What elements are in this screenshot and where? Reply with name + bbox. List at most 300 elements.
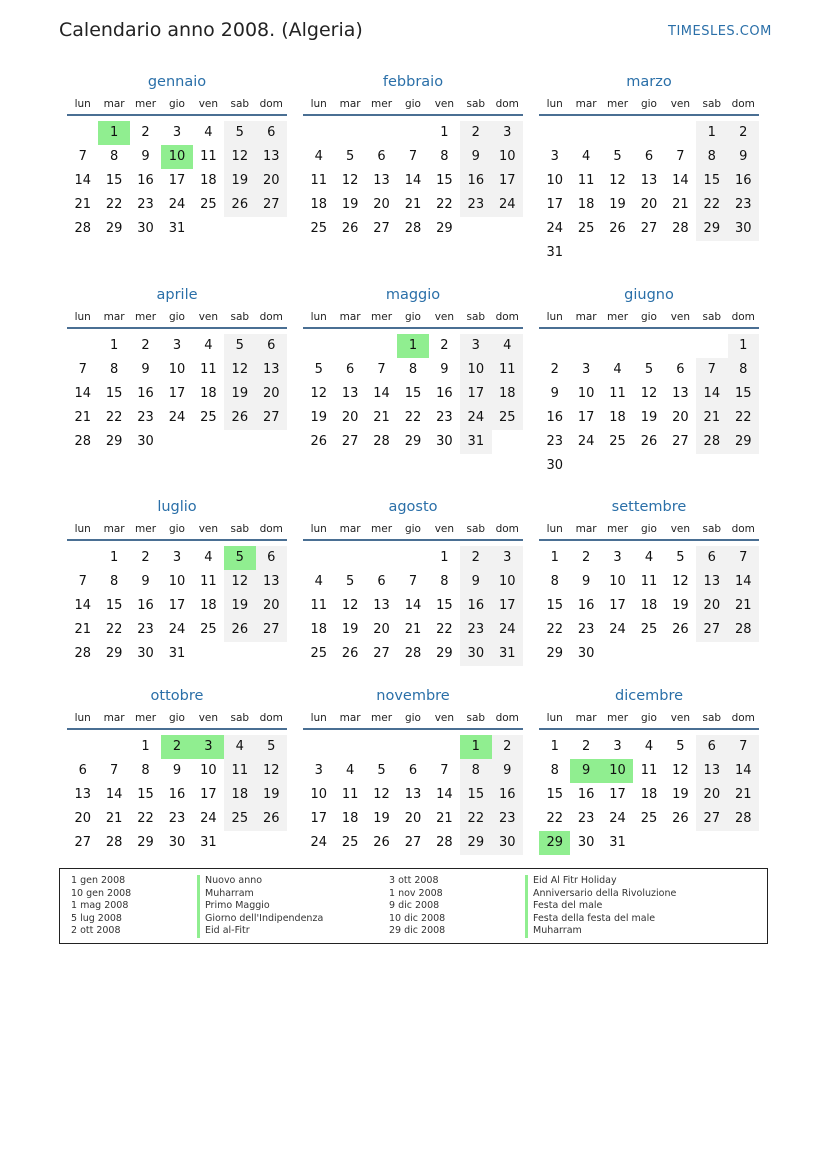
month-title: marzo [626, 74, 672, 90]
month-gennaio [67, 70, 287, 241]
day-cell: 18 [640, 598, 658, 613]
legend-names-right [525, 875, 676, 938]
weekday-label: lun [74, 712, 91, 724]
empty-cell [303, 334, 334, 358]
legend-date: 10 dic 2008 [389, 912, 446, 924]
day-cell: 7 [696, 358, 727, 382]
day-cell: 23 [577, 811, 595, 826]
day-cell: 2 [581, 550, 591, 565]
day-cell: 4 [644, 550, 654, 565]
day-cell: 27 [696, 807, 727, 831]
day-cell: 9 [460, 145, 491, 169]
day-cell: 19 [341, 622, 359, 637]
day-cell: 15 [436, 173, 453, 188]
day-cell: 7 [676, 149, 685, 164]
day-cell: 18 [577, 197, 595, 212]
day-cell: 10 [460, 358, 491, 382]
day-cell: 3 [492, 121, 523, 145]
day-cell: 19 [224, 382, 255, 406]
weekday-label: mer [607, 712, 629, 724]
empty-cell [303, 735, 334, 759]
month-title: gennaio [147, 74, 207, 90]
day-cell: 9 [550, 386, 559, 401]
weekday-label: gio [168, 712, 185, 724]
day-cell: 14 [74, 173, 91, 188]
day-cell: 18 [310, 622, 327, 637]
weekday-label: mar [339, 523, 361, 535]
day-cell: 2 [460, 121, 491, 145]
day-cell: 20 [696, 594, 727, 618]
weekday-label: mer [135, 98, 157, 110]
day-cell: 14 [696, 382, 727, 406]
weekday-label: dom [495, 98, 519, 110]
day-cell: 20 [373, 622, 390, 637]
day-cell: 18 [224, 783, 255, 807]
day-cell: 15 [696, 169, 727, 193]
empty-cell [429, 735, 460, 759]
empty-cell [602, 121, 633, 145]
holiday-day-cell: 10 [602, 759, 633, 783]
weekday-label: ven [670, 311, 691, 323]
weekday-label: gio [168, 523, 185, 535]
day-cell: 1 [550, 739, 559, 754]
day-cell: 19 [373, 811, 390, 826]
weekday-label: ven [434, 523, 455, 535]
day-cell: 24 [492, 193, 523, 217]
day-cell: 28 [74, 434, 91, 449]
day-grid [303, 735, 523, 855]
weekday-label: gio [404, 311, 421, 323]
weekday-label: lun [74, 311, 91, 323]
legend-date: 1 gen 2008 [71, 875, 126, 886]
day-grid [303, 546, 523, 666]
weekday-header [67, 94, 287, 116]
weekday-label: sab [702, 311, 722, 323]
day-cell: 9 [440, 362, 449, 377]
day-cell: 7 [78, 574, 87, 589]
weekday-header [539, 94, 759, 116]
day-cell: 31 [200, 835, 217, 850]
day-cell: 16 [460, 594, 491, 618]
day-cell: 19 [341, 197, 359, 212]
day-cell: 30 [168, 835, 186, 850]
holiday-day-cell: 2 [161, 735, 192, 759]
weekday-label: lun [310, 311, 327, 323]
day-cell: 23 [460, 618, 491, 642]
day-cell: 16 [460, 169, 491, 193]
day-cell: 10 [168, 362, 186, 377]
weekday-label: mer [135, 712, 157, 724]
day-cell: 11 [224, 759, 255, 783]
day-cell: 9 [141, 362, 150, 377]
day-cell: 14 [728, 570, 759, 594]
day-cell: 17 [168, 173, 186, 188]
weekday-header [303, 519, 523, 541]
day-cell: 21 [404, 622, 422, 637]
day-cell: 21 [436, 811, 453, 826]
day-cell: 9 [460, 570, 491, 594]
empty-cell [665, 121, 696, 145]
day-cell: 13 [404, 787, 422, 802]
day-cell: 18 [200, 173, 217, 188]
day-cell: 30 [137, 434, 154, 449]
day-cell: 28 [373, 434, 390, 449]
empty-cell [397, 546, 428, 570]
day-cell: 18 [640, 787, 658, 802]
day-cell: 20 [256, 169, 287, 193]
month-title: novembre [376, 688, 450, 704]
day-cell: 4 [581, 149, 591, 164]
day-cell: 11 [310, 598, 327, 613]
weekday-label: mer [371, 98, 393, 110]
day-cell: 27 [373, 646, 390, 661]
day-cell: 25 [609, 434, 626, 449]
day-cell: 2 [141, 550, 150, 565]
day-cell: 6 [696, 735, 727, 759]
month-settembre [539, 495, 759, 666]
day-cell: 12 [672, 763, 689, 778]
day-cell: 17 [609, 598, 626, 613]
day-cell: 23 [168, 811, 186, 826]
day-cell: 23 [546, 434, 563, 449]
weekday-label: mar [339, 311, 361, 323]
weekday-header [539, 519, 759, 541]
empty-cell [67, 334, 98, 358]
day-cell: 29 [460, 831, 491, 855]
day-cell: 13 [640, 173, 658, 188]
day-cell: 25 [310, 221, 327, 236]
day-cell: 12 [640, 386, 658, 401]
day-cell: 3 [613, 550, 622, 565]
day-cell: 3 [172, 338, 182, 353]
day-cell: 16 [137, 386, 154, 401]
day-cell: 8 [550, 574, 559, 589]
legend-dates-left [71, 875, 131, 938]
empty-cell [366, 546, 397, 570]
day-cell: 24 [310, 835, 327, 850]
month-title: agosto [388, 499, 438, 515]
day-cell: 22 [460, 807, 491, 831]
day-cell: 22 [436, 622, 453, 637]
day-cell: 22 [137, 811, 154, 826]
day-cell: 22 [436, 197, 453, 212]
weekday-label: sab [230, 311, 250, 323]
weekday-label: mer [135, 523, 157, 535]
day-cell: 27 [672, 434, 689, 449]
day-cell: 13 [373, 598, 390, 613]
legend-holiday-name: Anniversario della Rivoluzione [525, 888, 676, 901]
day-cell: 21 [672, 197, 689, 212]
empty-cell [67, 546, 98, 570]
weekday-label: ven [434, 311, 455, 323]
day-cell: 7 [377, 362, 386, 377]
day-cell: 25 [200, 410, 217, 425]
month-title: aprile [156, 287, 198, 303]
day-cell: 22 [105, 410, 123, 425]
day-cell: 27 [696, 618, 727, 642]
day-cell: 10 [577, 386, 595, 401]
weekday-label: sab [466, 523, 486, 535]
day-grid [539, 121, 759, 265]
legend-date: 10 gen 2008 [71, 887, 132, 899]
day-cell: 20 [256, 382, 287, 406]
day-cell: 15 [460, 783, 491, 807]
day-cell: 17 [168, 598, 186, 613]
empty-cell [67, 735, 98, 759]
day-cell: 5 [224, 121, 255, 145]
day-cell: 9 [172, 763, 182, 778]
day-cell: 29 [105, 221, 123, 236]
legend-holiday-name: Muharram [197, 888, 323, 901]
day-cell: 27 [404, 835, 422, 850]
day-cell: 19 [609, 197, 626, 212]
month-title: settembre [611, 499, 687, 515]
day-cell: 9 [581, 574, 591, 589]
day-cell: 8 [141, 763, 150, 778]
day-cell: 5 [345, 149, 355, 164]
day-cell: 19 [256, 783, 287, 807]
day-cell: 20 [404, 811, 422, 826]
day-cell: 5 [676, 550, 685, 565]
legend-holiday-name: Giorno dell'Indipendenza [197, 913, 323, 926]
weekday-label: lun [546, 98, 563, 110]
day-cell: 14 [105, 787, 123, 802]
empty-cell [366, 735, 397, 759]
day-grid [67, 546, 287, 666]
day-cell: 2 [581, 739, 591, 754]
day-cell: 20 [696, 783, 727, 807]
month-febbraio [303, 70, 523, 241]
day-cell: 31 [460, 430, 491, 454]
day-cell: 26 [341, 221, 359, 236]
day-cell: 12 [341, 598, 359, 613]
day-cell: 26 [310, 434, 327, 449]
day-cell: 28 [404, 221, 422, 236]
day-cell: 10 [310, 787, 327, 802]
day-cell: 24 [168, 197, 186, 212]
day-cell: 30 [577, 646, 595, 661]
day-cell: 27 [256, 193, 287, 217]
weekday-label: ven [198, 98, 219, 110]
day-cell: 5 [256, 735, 287, 759]
empty-cell [539, 334, 570, 358]
day-cell: 18 [310, 197, 327, 212]
day-cell: 21 [728, 594, 759, 618]
day-cell: 23 [577, 622, 595, 637]
day-cell: 12 [672, 574, 689, 589]
day-cell: 21 [74, 410, 91, 425]
day-cell: 6 [256, 121, 287, 145]
day-cell: 21 [373, 410, 390, 425]
weekday-label: sab [466, 98, 486, 110]
day-cell: 31 [168, 646, 186, 661]
day-cell: 11 [310, 173, 327, 188]
day-cell: 2 [141, 338, 150, 353]
weekday-header [67, 307, 287, 329]
weekday-label: mar [103, 311, 125, 323]
day-cell: 24 [577, 434, 595, 449]
weekday-header [303, 307, 523, 329]
day-cell: 28 [672, 221, 689, 236]
day-cell: 17 [577, 410, 595, 425]
day-cell: 3 [314, 763, 323, 778]
weekday-label: lun [310, 98, 327, 110]
empty-cell [602, 334, 633, 358]
empty-cell [334, 334, 365, 358]
weekday-label: sab [230, 98, 250, 110]
day-grid [539, 735, 759, 855]
empty-cell [67, 121, 98, 145]
day-cell: 1 [141, 739, 150, 754]
day-cell: 8 [460, 759, 491, 783]
weekday-label: sab [230, 712, 250, 724]
day-cell: 5 [224, 334, 255, 358]
day-cell: 17 [200, 787, 217, 802]
day-cell: 30 [546, 458, 563, 473]
empty-cell [665, 334, 696, 358]
empty-cell [570, 121, 601, 145]
day-cell: 8 [109, 149, 119, 164]
site-logo-link[interactable]: TIMESLES.COM [668, 24, 772, 39]
weekday-header [67, 519, 287, 541]
day-cell: 2 [460, 546, 491, 570]
weekday-label: lun [546, 712, 563, 724]
day-cell: 7 [728, 735, 759, 759]
day-grid [303, 334, 523, 454]
day-cell: 11 [640, 763, 658, 778]
weekday-label: mer [607, 98, 629, 110]
day-cell: 13 [256, 145, 287, 169]
day-cell: 20 [672, 410, 689, 425]
empty-cell [366, 334, 397, 358]
day-cell: 29 [546, 646, 563, 661]
legend-holiday-name: Nuovo anno [197, 875, 323, 888]
month-ottobre [67, 684, 287, 855]
day-cell: 26 [224, 193, 255, 217]
weekday-label: lun [74, 523, 91, 535]
day-cell: 26 [672, 811, 689, 826]
weekday-label: mar [575, 98, 597, 110]
day-cell: 25 [640, 811, 658, 826]
day-cell: 1 [550, 550, 559, 565]
day-cell: 16 [492, 783, 523, 807]
day-cell: 1 [696, 121, 727, 145]
day-cell: 22 [728, 406, 759, 430]
weekday-label: dom [731, 98, 755, 110]
day-cell: 18 [200, 386, 217, 401]
day-cell: 26 [640, 434, 658, 449]
month-aprile [67, 283, 287, 454]
weekday-label: ven [434, 98, 455, 110]
day-cell: 17 [492, 594, 523, 618]
day-cell: 15 [105, 598, 123, 613]
day-cell: 2 [550, 362, 559, 377]
weekday-label: mar [575, 311, 597, 323]
weekday-label: ven [670, 712, 691, 724]
day-cell: 15 [404, 386, 422, 401]
legend-holiday-name: Eid Al Fitr Holiday [525, 875, 676, 888]
day-cell: 19 [224, 594, 255, 618]
day-cell: 28 [105, 835, 123, 850]
day-cell: 8 [696, 145, 727, 169]
day-cell: 27 [74, 835, 91, 850]
day-cell: 29 [436, 221, 453, 236]
day-cell: 6 [676, 362, 685, 377]
day-cell: 11 [200, 362, 217, 377]
day-cell: 17 [310, 811, 327, 826]
day-cell: 28 [74, 221, 91, 236]
day-cell: 9 [728, 145, 759, 169]
weekday-label: gio [640, 311, 657, 323]
day-cell: 4 [204, 125, 213, 140]
day-cell: 25 [341, 835, 359, 850]
day-cell: 25 [577, 221, 595, 236]
weekday-label: mer [607, 311, 629, 323]
day-cell: 19 [310, 410, 327, 425]
day-cell: 10 [168, 574, 186, 589]
holiday-day-cell: 1 [98, 121, 129, 145]
day-cell: 16 [546, 410, 563, 425]
day-cell: 15 [728, 382, 759, 406]
legend-holiday-name: Muharram [525, 925, 676, 938]
day-cell: 21 [696, 406, 727, 430]
day-cell: 14 [672, 173, 689, 188]
weekday-label: gio [640, 98, 657, 110]
day-cell: 14 [74, 386, 91, 401]
day-cell: 23 [137, 410, 154, 425]
day-cell: 10 [609, 574, 626, 589]
day-cell: 16 [436, 386, 453, 401]
day-cell: 25 [224, 807, 255, 831]
month-title: ottobre [150, 688, 204, 704]
day-cell: 22 [105, 622, 123, 637]
empty-cell [334, 546, 365, 570]
day-cell: 4 [492, 334, 523, 358]
day-cell: 21 [74, 622, 91, 637]
day-cell: 26 [609, 221, 626, 236]
day-cell: 19 [640, 410, 658, 425]
weekday-label: dom [259, 98, 283, 110]
day-cell: 11 [492, 358, 523, 382]
weekday-header [303, 94, 523, 116]
weekday-label: sab [230, 523, 250, 535]
day-cell: 21 [74, 197, 91, 212]
month-marzo [539, 70, 759, 265]
day-cell: 16 [577, 598, 595, 613]
day-cell: 22 [696, 193, 727, 217]
legend-date: 5 lug 2008 [71, 912, 122, 924]
day-cell: 22 [404, 410, 422, 425]
day-cell: 29 [728, 430, 759, 454]
weekday-label: lun [546, 311, 563, 323]
weekday-label: mar [339, 712, 361, 724]
day-cell: 19 [224, 169, 255, 193]
day-cell: 17 [460, 382, 491, 406]
day-cell: 15 [436, 598, 453, 613]
day-cell: 4 [204, 550, 213, 565]
day-cell: 11 [609, 386, 626, 401]
day-cell: 11 [577, 173, 595, 188]
day-cell: 24 [609, 811, 626, 826]
day-cell: 13 [696, 570, 727, 594]
day-cell: 5 [613, 149, 622, 164]
day-cell: 27 [256, 618, 287, 642]
day-grid [67, 121, 287, 241]
day-cell: 30 [728, 217, 759, 241]
day-cell: 23 [137, 197, 154, 212]
empty-cell [334, 121, 365, 145]
day-cell: 26 [256, 807, 287, 831]
